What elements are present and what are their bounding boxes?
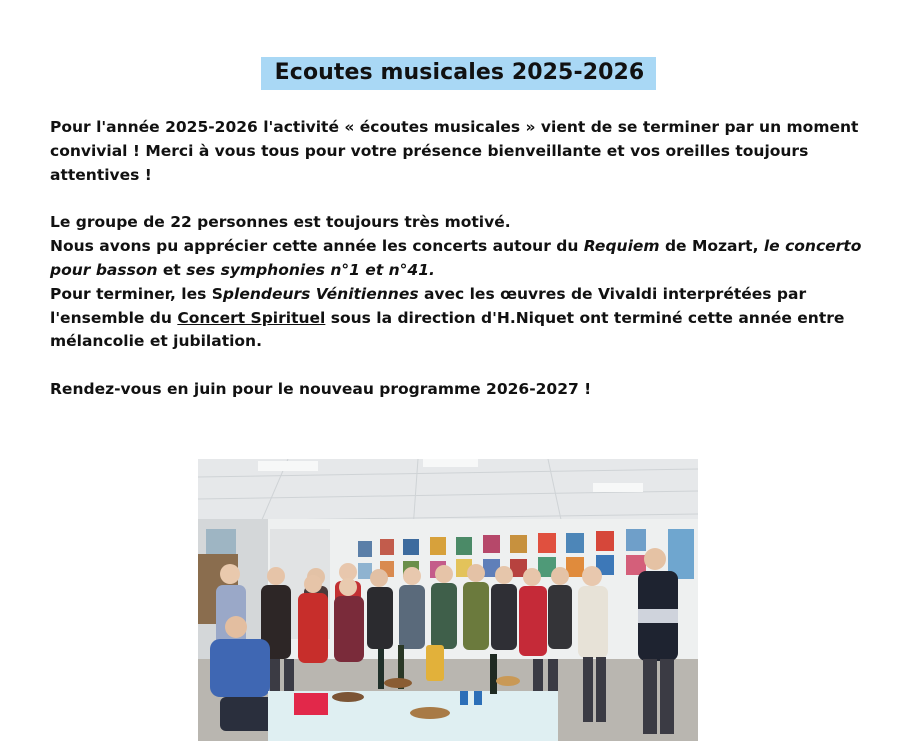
finale-text-a: Pour terminer, les S [50, 284, 223, 303]
splendeurs-title: plendeurs Vénitiennes [222, 284, 419, 303]
finale-text-b: avec les œuvres de Vivaldi interprétées par l'ensemble du [50, 284, 807, 327]
concerts-text-a: Nous avons pu apprécier cette année les concerts autour du [50, 237, 584, 256]
paragraph-spacer [50, 354, 870, 378]
group-photo [198, 459, 698, 741]
concerts-text-b: de Mozart, [659, 237, 764, 256]
requiem-title: Requiem [583, 237, 660, 256]
concerts-text-c: et [157, 260, 187, 279]
intro-paragraph: Pour l'année 2025-2026 l'activité « écoutes musicales » vient de se terminer par un moment convivial ! Merci à vous tous pour votre présence bienveillante et vos oreilles toujours attentives ! [50, 118, 859, 184]
closing-paragraph: Rendez-vous en juin pour le nouveau programme 2026-2027 ! [50, 380, 592, 399]
title-container [0, 57, 917, 90]
finale-text-c: sous la direction d'H.Niquet ont terminé cette année entre mélancolie et jubilation. [50, 308, 845, 351]
page-title: Ecoutes musicales 2025-2026 [261, 57, 657, 90]
article-body [50, 116, 870, 402]
group-paragraph [50, 211, 870, 354]
group-size-line: Le groupe de 22 personnes est toujours très motivé. [50, 213, 511, 232]
concert-spirituel-link[interactable]: Concert Spirituel [177, 308, 326, 327]
paragraph-spacer [50, 187, 870, 211]
symphonies-title: ses symphonies n°1 et n°41. [186, 260, 435, 279]
concerto-title: le concerto pour basson [50, 237, 862, 279]
